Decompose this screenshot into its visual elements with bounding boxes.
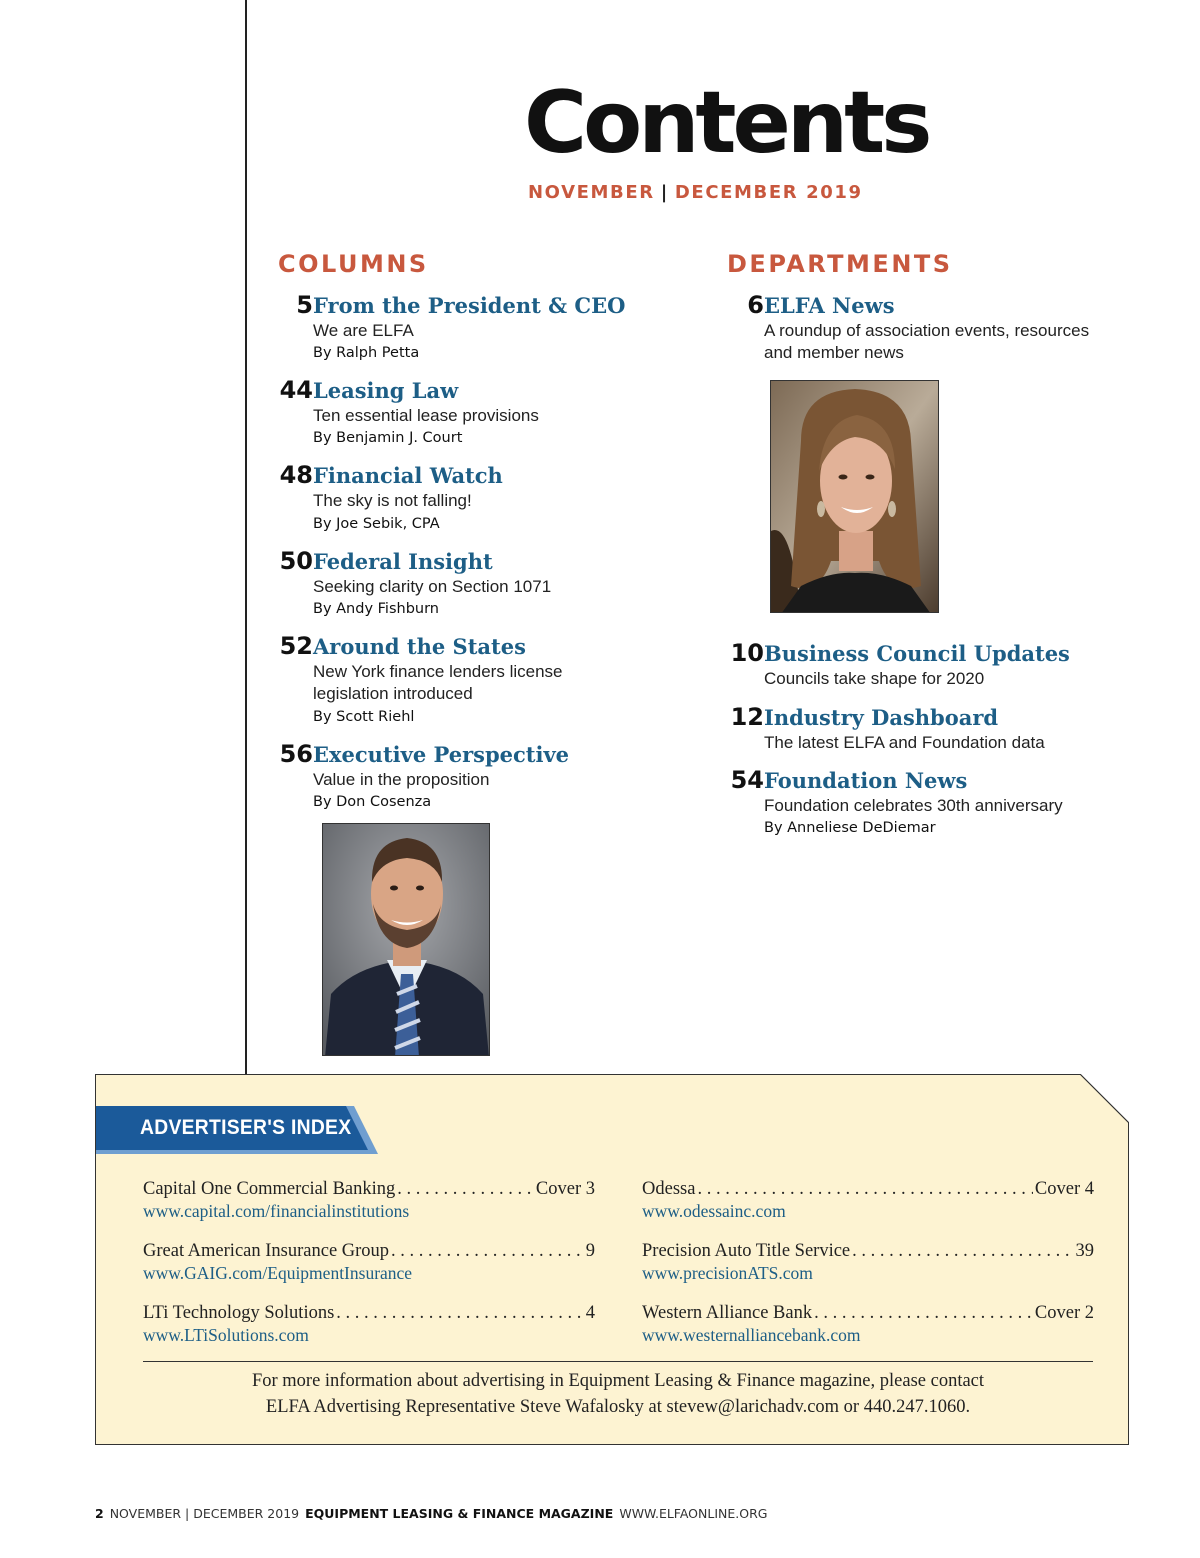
advertisers-index-heading: ADVERTISER'S INDEX — [140, 1116, 352, 1139]
article-title[interactable]: From the President & CEO — [313, 293, 626, 318]
leader-dots — [391, 1240, 584, 1262]
page-number: 50 — [279, 547, 313, 575]
advertiser-name: Western Alliance Bank — [642, 1303, 813, 1323]
leader-dots — [697, 1178, 1032, 1200]
advertiser-url[interactable]: www.westernalliancebank.com — [642, 1325, 861, 1345]
advertiser-page: 4 — [585, 1303, 595, 1323]
leader-dots — [397, 1178, 534, 1200]
article-title[interactable]: Financial Watch — [313, 463, 503, 488]
advertiser-url[interactable]: www.LTiSolutions.com — [143, 1325, 309, 1345]
advertiser-entry[interactable] — [642, 1178, 1094, 1222]
article-description: The latest ELFA and Foundation data — [764, 733, 1045, 752]
column-divider-line — [245, 0, 247, 1075]
advertiser-entry[interactable] — [143, 1302, 595, 1346]
advertiser-url[interactable]: www.odessainc.com — [642, 1201, 786, 1221]
issue-rest: DECEMBER 2019 — [674, 182, 863, 203]
advertiser-name: Great American Insurance Group — [143, 1241, 390, 1261]
footer-issue: NOVEMBER | DECEMBER 2019 — [109, 1506, 300, 1521]
article-byline: By Scott Riehl — [313, 709, 415, 725]
advertiser-name: Capital One Commercial Banking — [143, 1179, 396, 1199]
issue-date — [528, 182, 863, 203]
issue-month: NOVEMBER — [528, 182, 655, 203]
page-number: 48 — [279, 461, 313, 489]
advertiser-page: Cover 4 — [1034, 1179, 1094, 1199]
advertiser-page: 39 — [1075, 1241, 1094, 1261]
contact-note-line: ELFA Advertising Representative Steve Wafalosky at stevew@larichadv.com or 440.247.1060. — [265, 1397, 971, 1417]
advertiser-page: Cover 2 — [1034, 1303, 1094, 1323]
article-description: A roundup of association events, resources and member news — [764, 321, 1090, 362]
footer-magazine-name: EQUIPMENT LEASING & FINANCE MAGAZINE — [305, 1506, 614, 1521]
page-number: 44 — [279, 376, 313, 404]
advertiser-name: Odessa — [642, 1179, 696, 1199]
advertiser-entry[interactable] — [642, 1240, 1094, 1284]
article-title[interactable]: Executive Perspective — [313, 742, 570, 767]
article-title[interactable]: Leasing Law — [313, 378, 459, 403]
article-byline: By Andy Fishburn — [313, 601, 439, 617]
article-description: Ten essential lease provisions — [313, 406, 539, 425]
page-footer — [95, 1506, 773, 1521]
article-title[interactable]: Industry Dashboard — [764, 705, 999, 730]
article-title[interactable]: Foundation News — [764, 768, 968, 793]
footer-website[interactable]: WWW.ELFAONLINE.ORG — [619, 1506, 768, 1521]
page-number: 10 — [730, 639, 764, 667]
leader-dots — [814, 1302, 1033, 1324]
article-description: Seeking clarity on Section 1071 — [313, 577, 552, 596]
divider — [143, 1361, 1093, 1362]
article-title[interactable]: Around the States — [313, 634, 526, 659]
advertiser-url[interactable]: www.capital.com/financialinstitutions — [143, 1201, 410, 1221]
leader-dots — [336, 1302, 583, 1324]
article-description: New York finance lenders license legislation introduced — [313, 662, 563, 703]
article-title[interactable]: Business Council Updates — [764, 641, 1070, 666]
article-byline: By Don Cosenza — [313, 794, 432, 810]
issue-separator: | — [660, 182, 669, 203]
advertiser-name: Precision Auto Title Service — [642, 1241, 851, 1261]
article-description: Value in the proposition — [313, 770, 490, 789]
page-number: 56 — [279, 740, 313, 768]
advertiser-entry[interactable] — [143, 1178, 595, 1222]
department-photo — [770, 380, 939, 613]
page-number: 5 — [296, 291, 313, 319]
page-number: 52 — [279, 632, 313, 660]
advertiser-page: Cover 3 — [535, 1179, 595, 1199]
article-description: Foundation celebrates 30th anniversary — [764, 796, 1063, 815]
columns-heading: COLUMNS — [278, 250, 429, 278]
article-byline: By Anneliese DeDiemar — [764, 820, 936, 836]
article-title[interactable]: ELFA News — [764, 293, 895, 318]
departments-heading: DEPARTMENTS — [727, 250, 953, 278]
article-byline: By Benjamin J. Court — [313, 430, 463, 446]
leader-dots — [852, 1240, 1073, 1262]
advertiser-url[interactable]: www.GAIG.com/EquipmentInsurance — [143, 1263, 413, 1283]
advertiser-url[interactable]: www.precisionATS.com — [642, 1263, 813, 1283]
article-byline: By Joe Sebik, CPA — [313, 516, 440, 532]
author-photo-don-cosenza — [322, 823, 490, 1056]
contact-note-line: For more information about advertising in Equipment Leasing & Finance magazine, please contact — [251, 1371, 985, 1391]
advertiser-name: LTi Technology Solutions — [143, 1303, 335, 1323]
page-number: 54 — [730, 766, 764, 794]
article-title[interactable]: Federal Insight — [313, 549, 493, 574]
page-number: 12 — [730, 703, 764, 731]
article-description: The sky is not falling! — [313, 491, 472, 510]
article-byline: By Ralph Petta — [313, 345, 420, 361]
advertising-contact-note — [143, 1368, 1093, 1420]
advertiser-page: 9 — [585, 1241, 595, 1261]
footer-page-number: 2 — [95, 1506, 104, 1521]
page-number: 6 — [747, 291, 764, 319]
advertiser-entry[interactable] — [143, 1240, 595, 1284]
page-title: Contents — [524, 73, 929, 173]
article-description: We are ELFA — [313, 321, 414, 340]
advertiser-entry[interactable] — [642, 1302, 1094, 1346]
article-description: Councils take shape for 2020 — [764, 669, 985, 688]
